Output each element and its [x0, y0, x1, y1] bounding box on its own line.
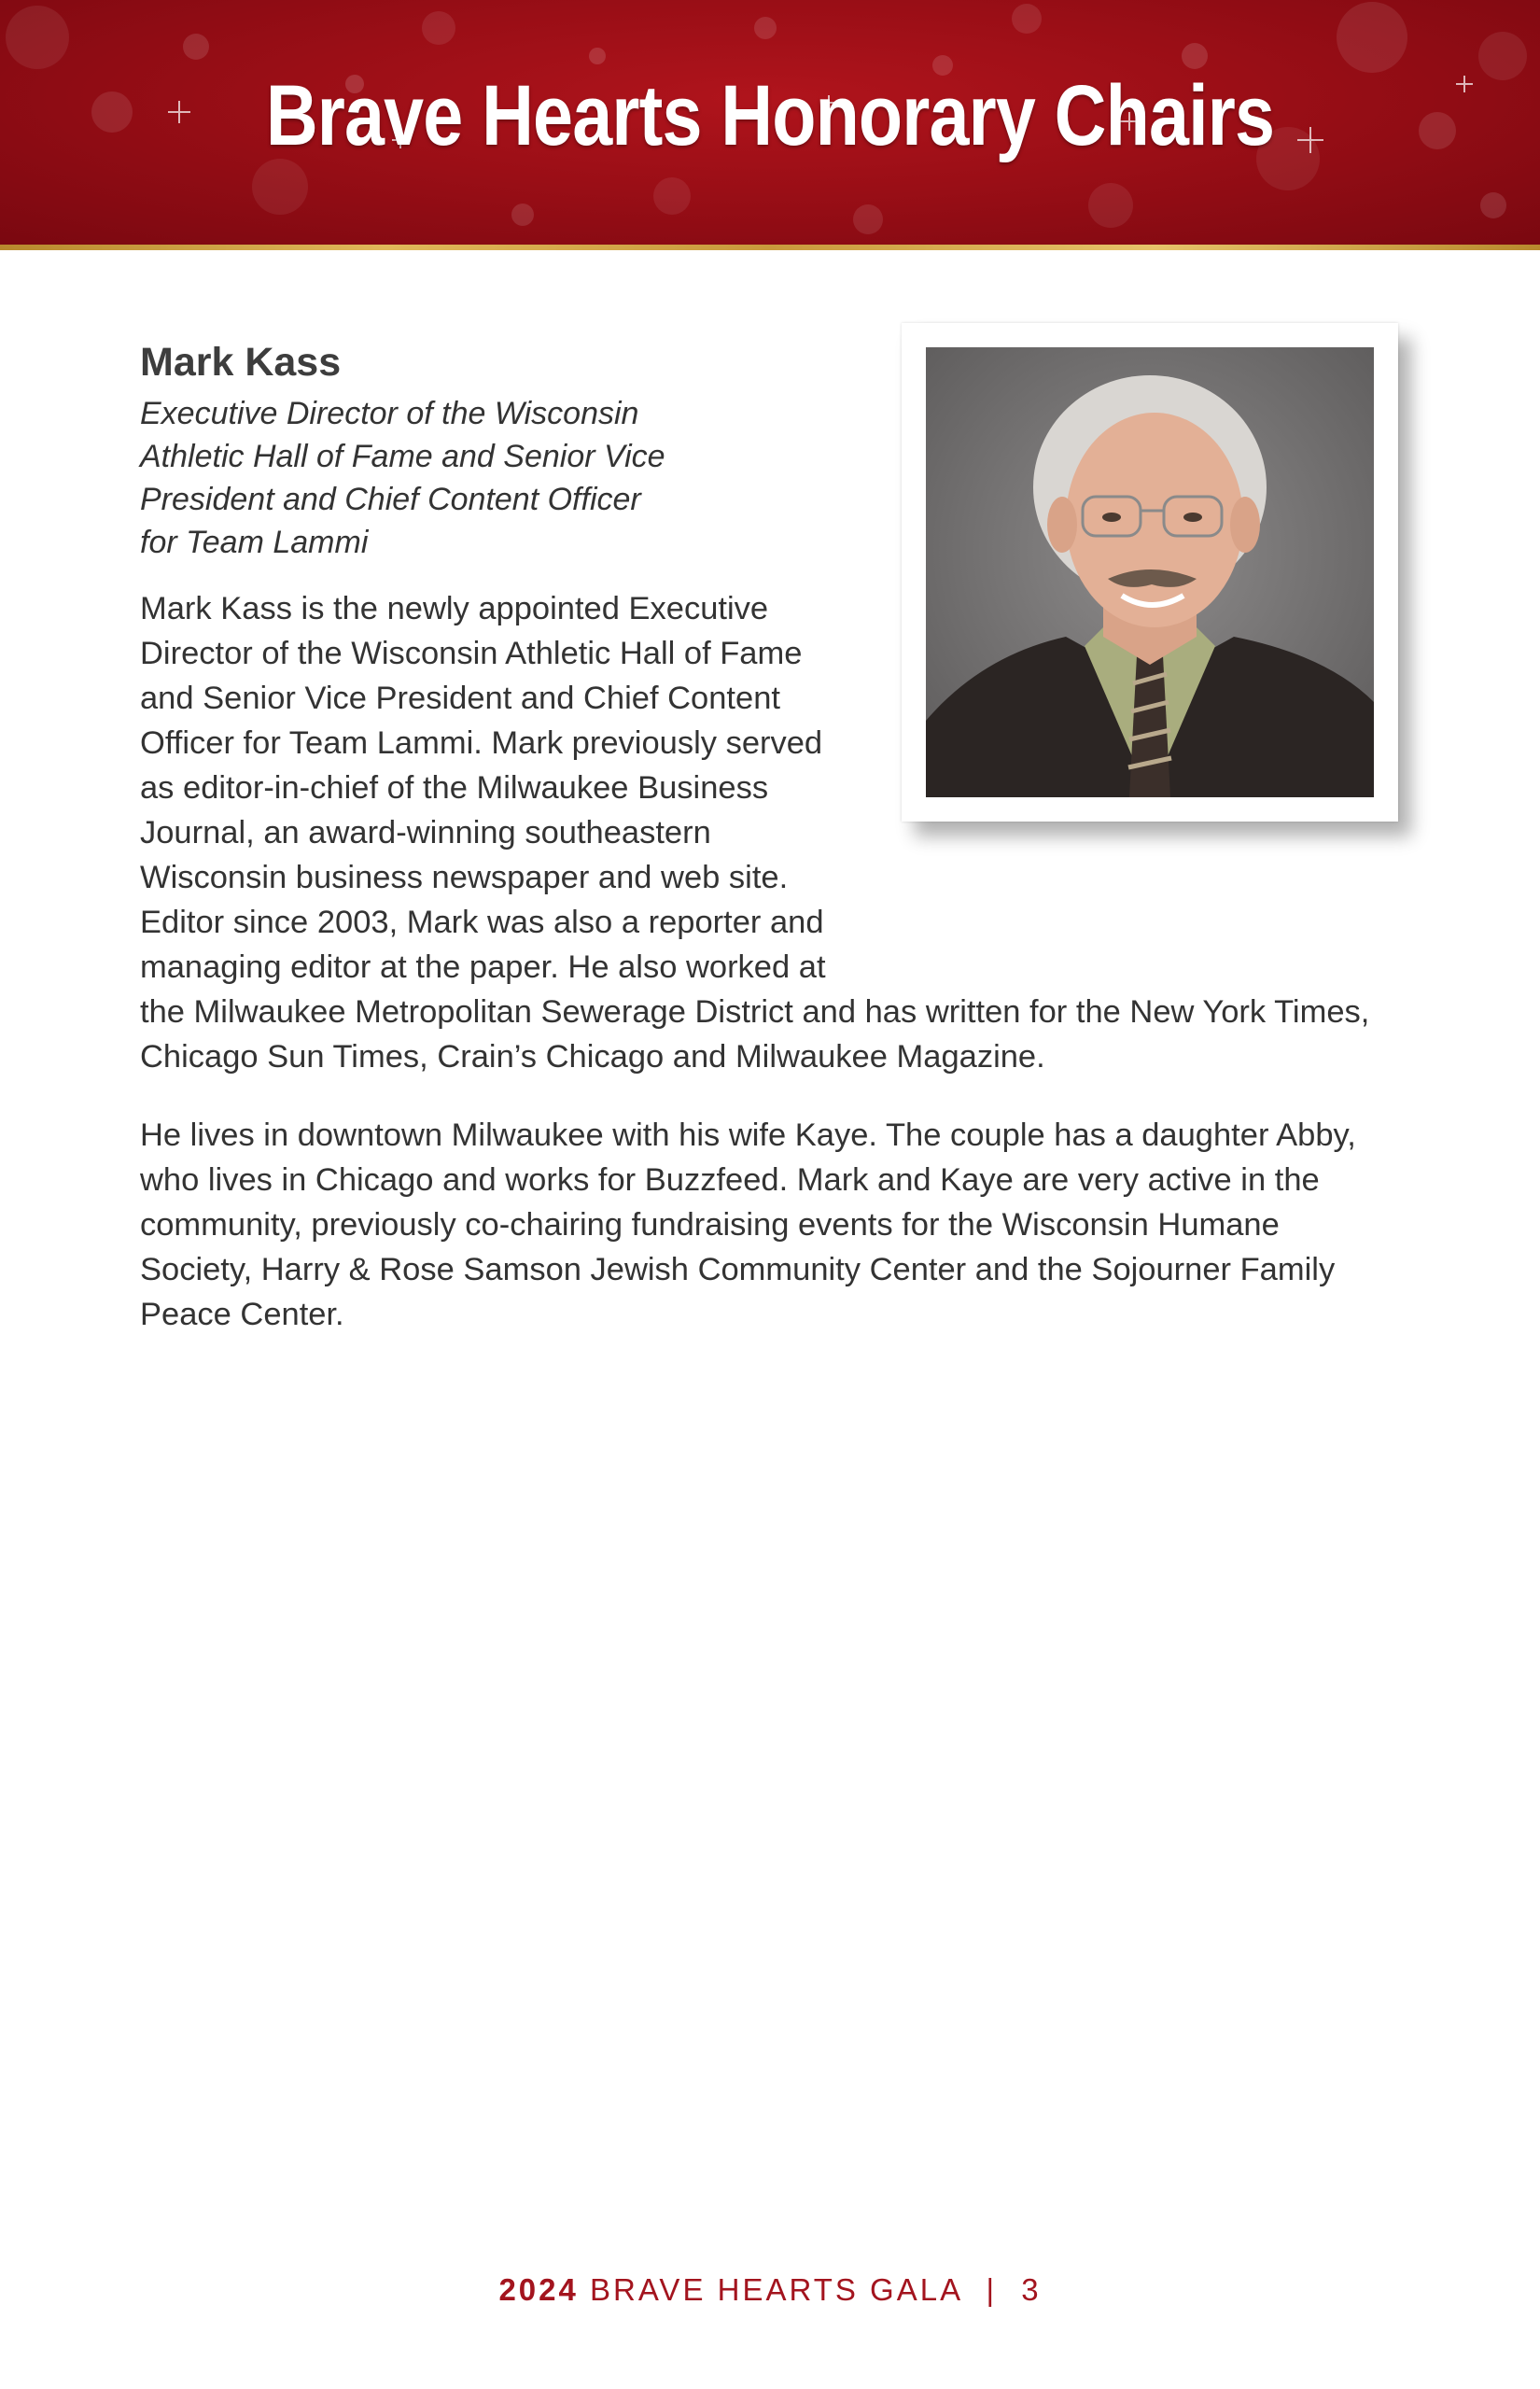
chair-name: Mark Kass: [140, 340, 342, 385]
bio-paragraph: He lives in downtown Milwaukee with his wife Kaye. The couple has a daughter Abby, who lives in Chicago and works for Buzzfeed. Mark and Kaye are very active in the community, previously co-chairing fundraising events for the Wisconsin Humane Society, Harry & Rose Samson Jewish Community Center and the Sojourner Family Peace Center.: [140, 1117, 1356, 1332]
footer-event: BRAVE HEARTS GALA: [590, 2272, 962, 2307]
bio-paragraph: Mark Kass is the newly appointed Executive Director of the Wisconsin Athletic Hall of Fame and Senior Vice President and Chief Content Officer for Team Lammi. Mark previously served as editor-in-chief of the Milwaukee Business Journal, an award-winning southeastern Wisconsin business newspaper and web site. Editor since 2003, Mark was also a reporter and managing editor at the paper. He also worked at the Milwaukee Metropolitan Sewerage District and has written for the New York Times, Chicago Sun Times, Crain’s Chicago and Milwaukee Magazine.: [140, 591, 1370, 1075]
page-number: 3: [1021, 2272, 1042, 2307]
gold-rule: [0, 245, 1540, 250]
page-title: Brave Hearts Honorary Chairs: [265, 68, 1275, 163]
chair-title-line: for Team Lammi: [140, 525, 369, 560]
footer-separator: |: [986, 2272, 998, 2307]
footer-year: 2024: [498, 2272, 579, 2307]
chair-title-line: President and Chief Content Officer: [140, 482, 641, 517]
chair-title-line: Athletic Hall of Fame and Senior Vice: [140, 439, 665, 474]
page-footer: [0, 2272, 1540, 2308]
header-banner: [0, 0, 1540, 245]
chair-title: [140, 392, 756, 564]
portrait-photo: [926, 347, 1374, 797]
chair-title-line: Executive Director of the Wisconsin: [140, 396, 639, 431]
photo-frame: [902, 323, 1398, 822]
